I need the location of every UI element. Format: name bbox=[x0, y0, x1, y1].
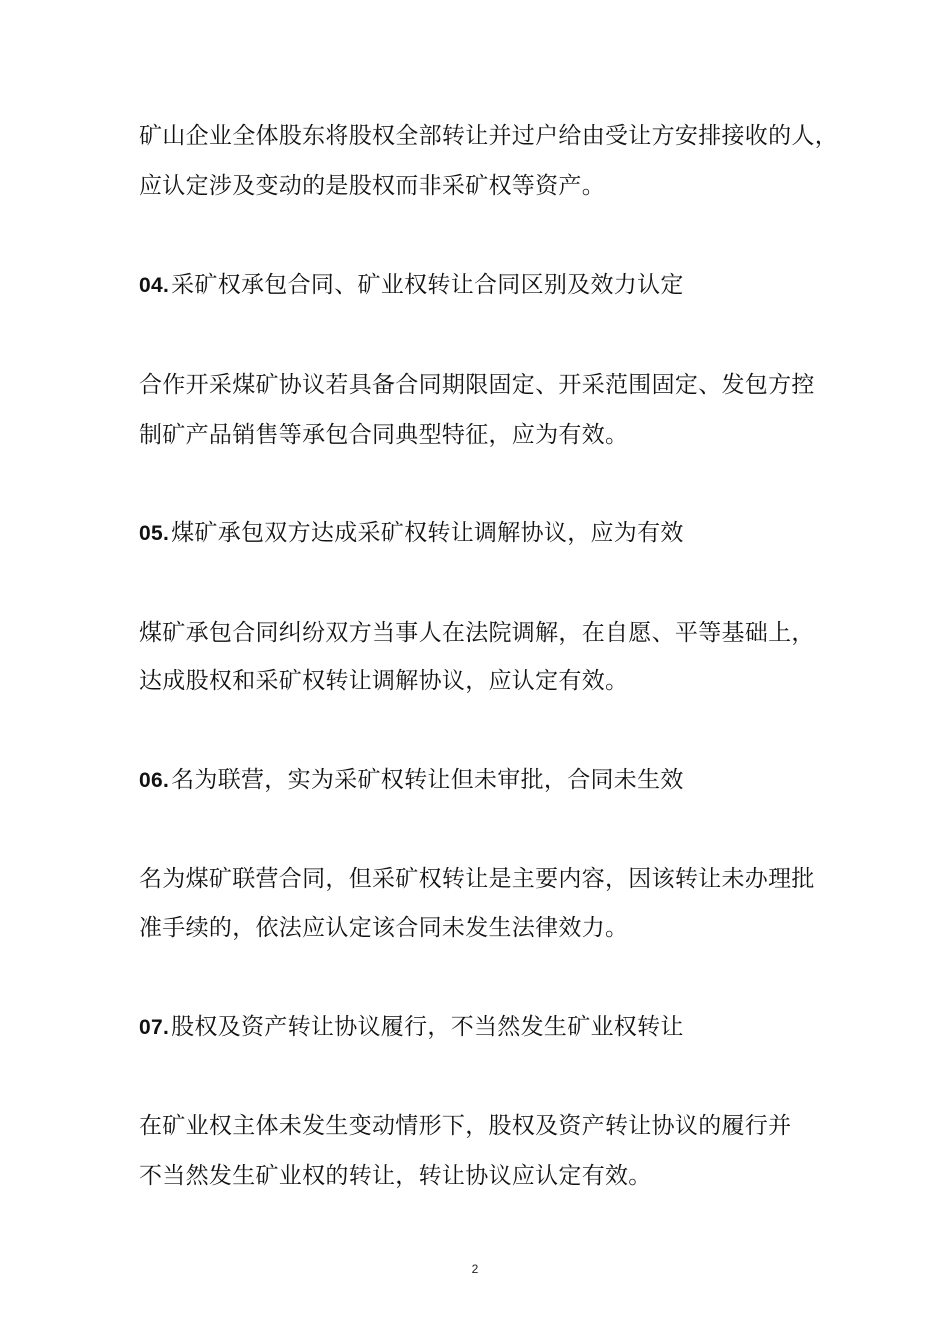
section-05-title: 煤矿承包双方达成采矿权转让调解协议，应为有效 bbox=[171, 520, 684, 546]
section-06-heading bbox=[139, 765, 684, 796]
section-04-title: 采矿权承包合同、矿业权转让合同区别及效力认定 bbox=[171, 272, 684, 298]
section-05-number: 05. bbox=[139, 522, 170, 545]
section-04-body-line-2: 制矿产品销售等承包合同典型特征，应为有效。 bbox=[139, 422, 629, 448]
section-04-heading bbox=[139, 270, 684, 301]
section-07-body-line-1: 在矿业权主体未发生变动情形下，股权及资产转让协议的履行并 bbox=[139, 1113, 792, 1139]
section-04-number: 04. bbox=[139, 274, 170, 297]
section-07-heading bbox=[139, 1012, 684, 1043]
section-06-number: 06. bbox=[139, 769, 170, 792]
section-04-body-line-1: 合作开采煤矿协议若具备合同期限固定、开采范围固定、发包方控 bbox=[139, 372, 815, 398]
intro-paragraph-line-2: 应认定涉及变动的是股权而非采矿权等资产。 bbox=[139, 173, 605, 199]
section-07-body-line-2: 不当然发生矿业权的转让，转让协议应认定有效。 bbox=[139, 1163, 652, 1189]
section-05-heading bbox=[139, 518, 684, 549]
page-number: 2 bbox=[471, 1262, 479, 1276]
section-07-title: 股权及资产转让协议履行，不当然发生矿业权转让 bbox=[171, 1014, 684, 1040]
section-06-body-line-2: 准手续的，依法应认定该合同未发生法律效力。 bbox=[139, 915, 629, 941]
section-06-title: 名为联营，实为采矿权转让但未审批，合同未生效 bbox=[171, 767, 684, 793]
intro-paragraph-line-1: 矿山企业全体股东将股权全部转让并过户给由受让方安排接收的人， bbox=[139, 123, 838, 149]
section-07-number: 07. bbox=[139, 1016, 170, 1039]
section-06-body-line-1: 名为煤矿联营合同，但采矿权转让是主要内容，因该转让未办理批 bbox=[139, 866, 815, 892]
section-05-body-line-1: 煤矿承包合同纠纷双方当事人在法院调解，在自愿、平等基础上， bbox=[139, 620, 815, 646]
section-05-body-line-2: 达成股权和采矿权转让调解协议，应认定有效。 bbox=[139, 668, 629, 694]
